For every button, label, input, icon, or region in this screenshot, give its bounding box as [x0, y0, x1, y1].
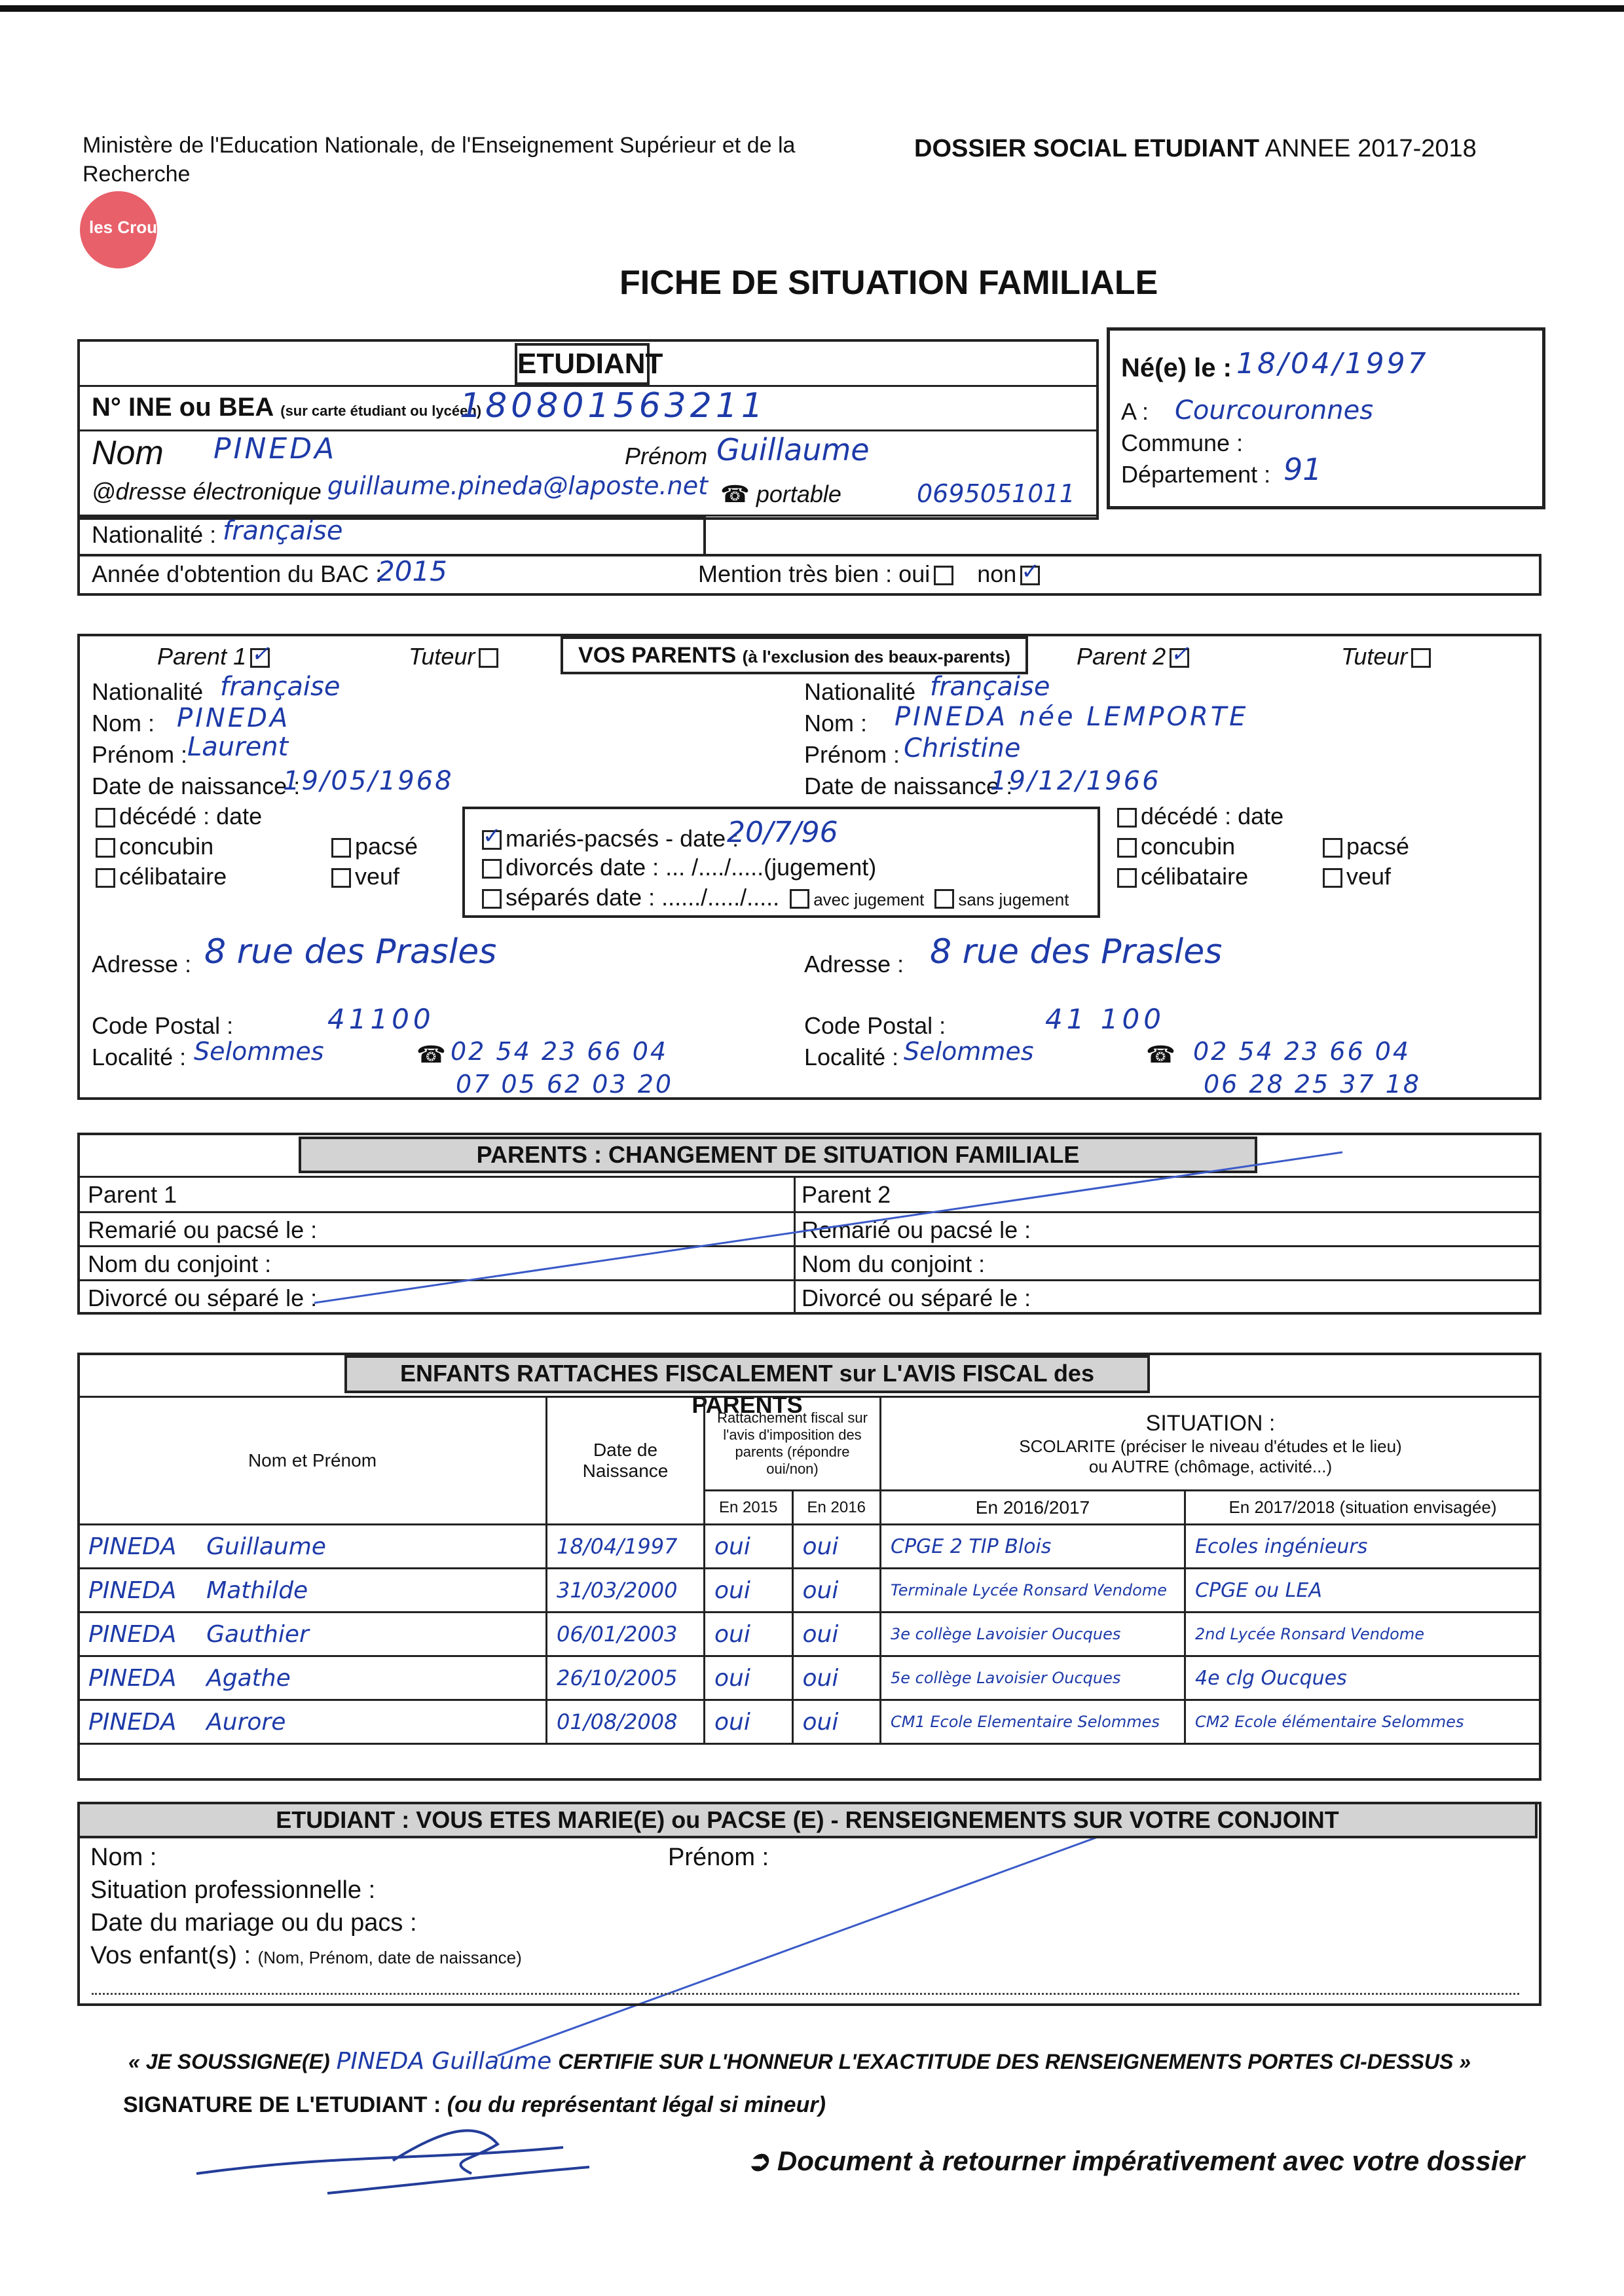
chg-parent1: Parent 1 — [88, 1181, 177, 1208]
child-name[interactable]: PINEDA Mathilde — [79, 1569, 547, 1613]
table-row — [79, 1613, 1541, 1656]
chg-p1-conjoint: Nom du conjoint : — [88, 1250, 272, 1277]
child-r2015[interactable]: oui — [705, 1613, 793, 1656]
child-s1617[interactable]: 5e collège Lavoisier Oucques — [881, 1656, 1185, 1700]
parent2-label: Parent 2 — [1077, 643, 1166, 670]
p2-cp-field[interactable]: 41 100 — [1045, 1003, 1165, 1035]
p2-cp-label: Code Postal : — [804, 1012, 946, 1039]
col-date: Date de Naissance — [547, 1397, 705, 1525]
conjoint-enfants-label: Vos enfant(s) : — [90, 1942, 251, 1969]
p1-tel2-field[interactable]: 07 05 62 03 20 — [456, 1070, 674, 1099]
p1-nationalite-field[interactable]: française — [220, 672, 341, 702]
soussigne-post: CERTIFIE SUR L'HONNEUR L'EXACTITUDE DES RENSEIGNEMENTS PORTES CI-DESSUS » — [558, 2050, 1471, 2073]
p1-nationalite-label: Nationalité — [92, 678, 204, 705]
p1-nom-field[interactable]: PINEDA — [177, 703, 291, 733]
p1-localite-field[interactable]: Selommes — [194, 1037, 324, 1066]
sans-jugement-label: sans jugement — [958, 890, 1069, 909]
bac-field[interactable]: 2015 — [377, 555, 447, 587]
p1-naissance-label: Date de naissance : — [92, 773, 301, 799]
ine-label: N° INE ou BEA — [92, 393, 274, 422]
retour-note: Document à retourner impérativement avec votre dossier — [777, 2145, 1525, 2176]
chg-p2-remarie: Remarié ou pacsé le : — [802, 1216, 1031, 1243]
col-ratt: Rattachement fiscal sur l'avis d'imposition des parents (répondre oui/non) — [705, 1397, 881, 1491]
child-date[interactable]: 06/01/2003 — [547, 1613, 705, 1656]
child-r2015[interactable]: oui — [705, 1656, 793, 1700]
page-title: FICHE DE SITUATION FAMILIALE — [619, 264, 1158, 302]
nom-field[interactable]: PINEDA — [213, 432, 337, 465]
prenom-field[interactable]: Guillaume — [716, 432, 870, 467]
a-label: A : — [1121, 398, 1149, 425]
child-r2015[interactable]: oui — [705, 1700, 793, 1744]
child-s1718[interactable]: CPGE ou LEA — [1185, 1569, 1541, 1613]
conjoint-section-title: ETUDIANT : VOUS ETES MARIE(E) ou PACSE (E) - RENSEIGNEMENTS SUR VOTRE CONJOINT — [77, 1802, 1538, 1838]
nationalite-field[interactable]: française — [223, 516, 343, 546]
crous-logo-text: les Crous — [89, 217, 167, 237]
mention-oui: oui — [898, 560, 931, 587]
p2-adresse-field[interactable]: 8 rue des Prasles — [930, 932, 1223, 972]
col-1617: En 2016/2017 — [881, 1491, 1185, 1525]
col-2016: En 2016 — [792, 1491, 881, 1525]
email-label: @dresse électronique — [92, 478, 322, 505]
divorces-label: divorcés date : ... /..../.....(jugement) — [506, 854, 877, 881]
enfants-section-title: ENFANTS RATTACHES FISCALEMENT sur L'AVIS FISCAL des PARENTS — [344, 1355, 1150, 1393]
dossier-title: DOSSIER SOCIAL ETUDIANT — [914, 135, 1260, 162]
p1-cp-label: Code Postal : — [92, 1012, 234, 1039]
col-2015: En 2015 — [705, 1491, 793, 1525]
child-r2016[interactable]: oui — [792, 1656, 881, 1700]
maries-label: mariés-pacsés - date : — [506, 825, 739, 852]
table-row — [79, 1525, 1541, 1569]
child-date[interactable]: 18/04/1997 — [547, 1525, 705, 1569]
parents-title-main: VOS PARENTS — [578, 643, 737, 668]
mention-non: non — [977, 560, 1017, 587]
p1-concubin-label: concubin — [119, 833, 214, 860]
chg-p1-remarie: Remarié ou pacsé le : — [88, 1216, 318, 1243]
child-r2016[interactable]: oui — [792, 1569, 881, 1613]
col-situation: SITUATION : — [1145, 1410, 1276, 1436]
p1-nom-label: Nom : — [92, 710, 155, 737]
child-s1617[interactable]: CM1 Ecole Elementaire Selommes — [881, 1700, 1185, 1744]
p2-concubin-label: concubin — [1141, 833, 1236, 860]
p1-pacse-label: pacsé — [355, 833, 418, 860]
enfants-table — [77, 1396, 1541, 1745]
col-nom: Nom et Prénom — [79, 1397, 547, 1525]
p2-veuf-label: veuf — [1346, 863, 1392, 890]
p1-veuf-label: veuf — [355, 863, 400, 890]
p1-naissance-field[interactable]: 19/05/1968 — [283, 766, 454, 796]
child-s1718[interactable]: 2nd Lycée Ronsard Vendome — [1185, 1613, 1541, 1656]
p2-celibataire-label: célibataire — [1141, 863, 1249, 890]
child-s1617[interactable]: Terminale Lycée Ronsard Vendome — [881, 1569, 1185, 1613]
child-name[interactable]: PINEDA Gauthier — [79, 1613, 547, 1656]
p2-nationalite-label: Nationalité — [804, 678, 916, 705]
dossier-year: ANNEE 2017-2018 — [1264, 135, 1477, 162]
p2-tel1-field[interactable]: 02 54 23 66 04 — [1193, 1037, 1411, 1066]
col-situation-sub2: ou AUTRE (chômage, activité...) — [1088, 1456, 1333, 1476]
avec-jugement-label: avec jugement — [813, 890, 925, 909]
changement-section-title: PARENTS : CHANGEMENT DE SITUATION FAMILIALE — [299, 1137, 1257, 1173]
child-r2015[interactable]: oui — [705, 1569, 793, 1613]
parent1-tuteur-label: Tuteur — [409, 643, 475, 670]
chg-p2-divorce: Divorcé ou séparé le : — [802, 1285, 1031, 1311]
conjoint-nom-label: Nom : — [90, 1844, 157, 1871]
p2-naissance-field[interactable]: 19/12/1966 — [990, 766, 1161, 796]
p1-adresse-label: Adresse : — [92, 951, 192, 977]
mention-label: Mention très bien : — [698, 560, 893, 587]
ne-label: Né(e) le : — [1121, 354, 1232, 382]
signature-area[interactable] — [190, 2128, 609, 2206]
child-r2016[interactable]: oui — [792, 1525, 881, 1569]
child-name[interactable]: PINEDA Aurore — [79, 1700, 547, 1744]
p2-nationalite-field[interactable]: française — [930, 672, 1050, 702]
child-r2015[interactable]: oui — [705, 1525, 793, 1569]
p2-nom-field[interactable]: PINEDA née LEMPORTE — [895, 702, 1249, 732]
col-1718: En 2017/2018 (situation envisagée) — [1185, 1491, 1541, 1525]
soussigne-pre: « JE SOUSSIGNE(E) — [128, 2050, 330, 2073]
p1-phone-icon: ☎ — [416, 1041, 446, 1068]
child-s1718[interactable]: Ecoles ingénieurs — [1185, 1525, 1541, 1569]
child-date[interactable]: 26/10/2005 — [547, 1656, 705, 1700]
conjoint-prenom-label: Prénom : — [668, 1844, 769, 1871]
child-name[interactable]: PINEDA Guillaume — [79, 1525, 547, 1569]
child-date[interactable]: 31/03/2000 — [547, 1569, 705, 1613]
signature-sub: (ou du représentant légal si mineur) — [447, 2092, 826, 2117]
conjoint-mariage-label: Date du mariage ou du pacs : — [90, 1909, 417, 1937]
maries-date-field[interactable]: 20/7/96 — [727, 816, 838, 849]
table-row — [79, 1569, 1541, 1613]
p2-decede-label: décédé : date — [1141, 803, 1284, 829]
child-date[interactable]: 01/08/2008 — [547, 1700, 705, 1744]
portable-field[interactable]: 0695051011 — [917, 479, 1075, 508]
soussigne-name-field[interactable]: PINEDA Guillaume — [336, 2048, 552, 2075]
child-s1718[interactable]: CM2 Ecole élémentaire Selommes — [1185, 1700, 1541, 1744]
departement-label: Département : — [1121, 461, 1271, 488]
p2-localite-label: Localité : — [804, 1044, 899, 1070]
p1-prenom-field[interactable]: Laurent — [187, 732, 289, 762]
child-name[interactable]: PINEDA Agathe — [79, 1656, 547, 1700]
chg-p1-divorce: Divorcé ou séparé le : — [88, 1285, 318, 1311]
p2-adresse-label: Adresse : — [804, 951, 904, 977]
commune-label: Commune : — [1121, 429, 1244, 456]
ine-sub: (sur carte étudiant ou lycéen) — [280, 403, 482, 419]
ine-field[interactable]: 180801563211 — [460, 386, 767, 426]
conjoint-dotted-line — [92, 1993, 1519, 1995]
p2-tel2-field[interactable]: 06 28 25 37 18 — [1204, 1070, 1422, 1099]
child-s1718[interactable]: 4e clg Oucques — [1185, 1656, 1541, 1700]
p2-pacse-label: pacsé — [1346, 833, 1410, 860]
nationalite-label: Nationalité : — [92, 521, 217, 548]
phone-icon: ☎ — [720, 481, 750, 507]
departement-field[interactable]: 91 — [1283, 452, 1322, 487]
col-situation-sub1: SCOLARITE (préciser le niveau d'études et le lieu) — [1019, 1436, 1402, 1456]
chg-parent2: Parent 2 — [802, 1181, 891, 1208]
p1-tel1-field[interactable]: 02 54 23 66 04 — [451, 1037, 669, 1066]
p2-prenom-label: Prénom : — [804, 741, 900, 768]
table-row — [79, 1656, 1541, 1700]
table-row — [79, 1700, 1541, 1744]
separes-label: séparés date : ....../...../..... — [506, 884, 780, 911]
conjoint-enfants-sub: (Nom, Prénom, date de naissance) — [257, 1948, 522, 1967]
bac-label: Année d'obtention du BAC : — [92, 560, 382, 587]
ministry-text: Ministère de l'Education Nationale, de l'Enseignement Supérieur et de la Recherche — [83, 133, 796, 187]
p2-phone-icon: ☎ — [1146, 1041, 1175, 1068]
email-field[interactable]: guillaume.pineda@laposte.net — [327, 471, 709, 500]
nom-label: Nom — [92, 434, 164, 472]
child-s1617[interactable]: 3e collège Lavoisier Oucques — [881, 1613, 1185, 1656]
conjoint-situation-label: Situation professionnelle : — [90, 1876, 376, 1904]
prenom-label: Prénom — [625, 443, 708, 469]
p2-naissance-label: Date de naissance : — [804, 773, 1013, 799]
p1-cp-field[interactable]: 41100 — [327, 1003, 435, 1035]
child-r2016[interactable]: oui — [792, 1613, 881, 1656]
p1-adresse-field[interactable]: 8 rue des Prasles — [204, 932, 497, 972]
child-r2016[interactable]: oui — [792, 1700, 881, 1744]
p2-prenom-field[interactable]: Christine — [904, 733, 1021, 763]
portable-label: portable — [756, 481, 841, 507]
chg-p2-conjoint: Nom du conjoint : — [802, 1250, 986, 1277]
parents-title-sub: (à l'exclusion des beaux-parents) — [742, 647, 1010, 666]
parent1-label: Parent 1 — [157, 643, 247, 670]
p1-decede-label: décédé : date — [119, 803, 263, 829]
ne-field[interactable]: 18/04/1997 — [1236, 347, 1429, 380]
p1-prenom-label: Prénom : — [92, 741, 188, 768]
etudiant-section-title: ETUDIANT — [515, 343, 650, 385]
arrow-icon: ➲ — [747, 2145, 770, 2176]
a-field[interactable]: Courcouronnes — [1175, 395, 1374, 426]
p2-localite-field[interactable]: Selommes — [904, 1037, 1034, 1066]
p2-nom-label: Nom : — [804, 710, 868, 737]
parent2-tuteur-label: Tuteur — [1341, 643, 1408, 670]
signature-label: SIGNATURE DE L'ETUDIANT : — [123, 2092, 441, 2117]
p1-localite-label: Localité : — [92, 1044, 187, 1070]
child-s1617[interactable]: CPGE 2 TIP Blois — [881, 1525, 1185, 1569]
p1-celibataire-label: célibataire — [119, 863, 227, 890]
